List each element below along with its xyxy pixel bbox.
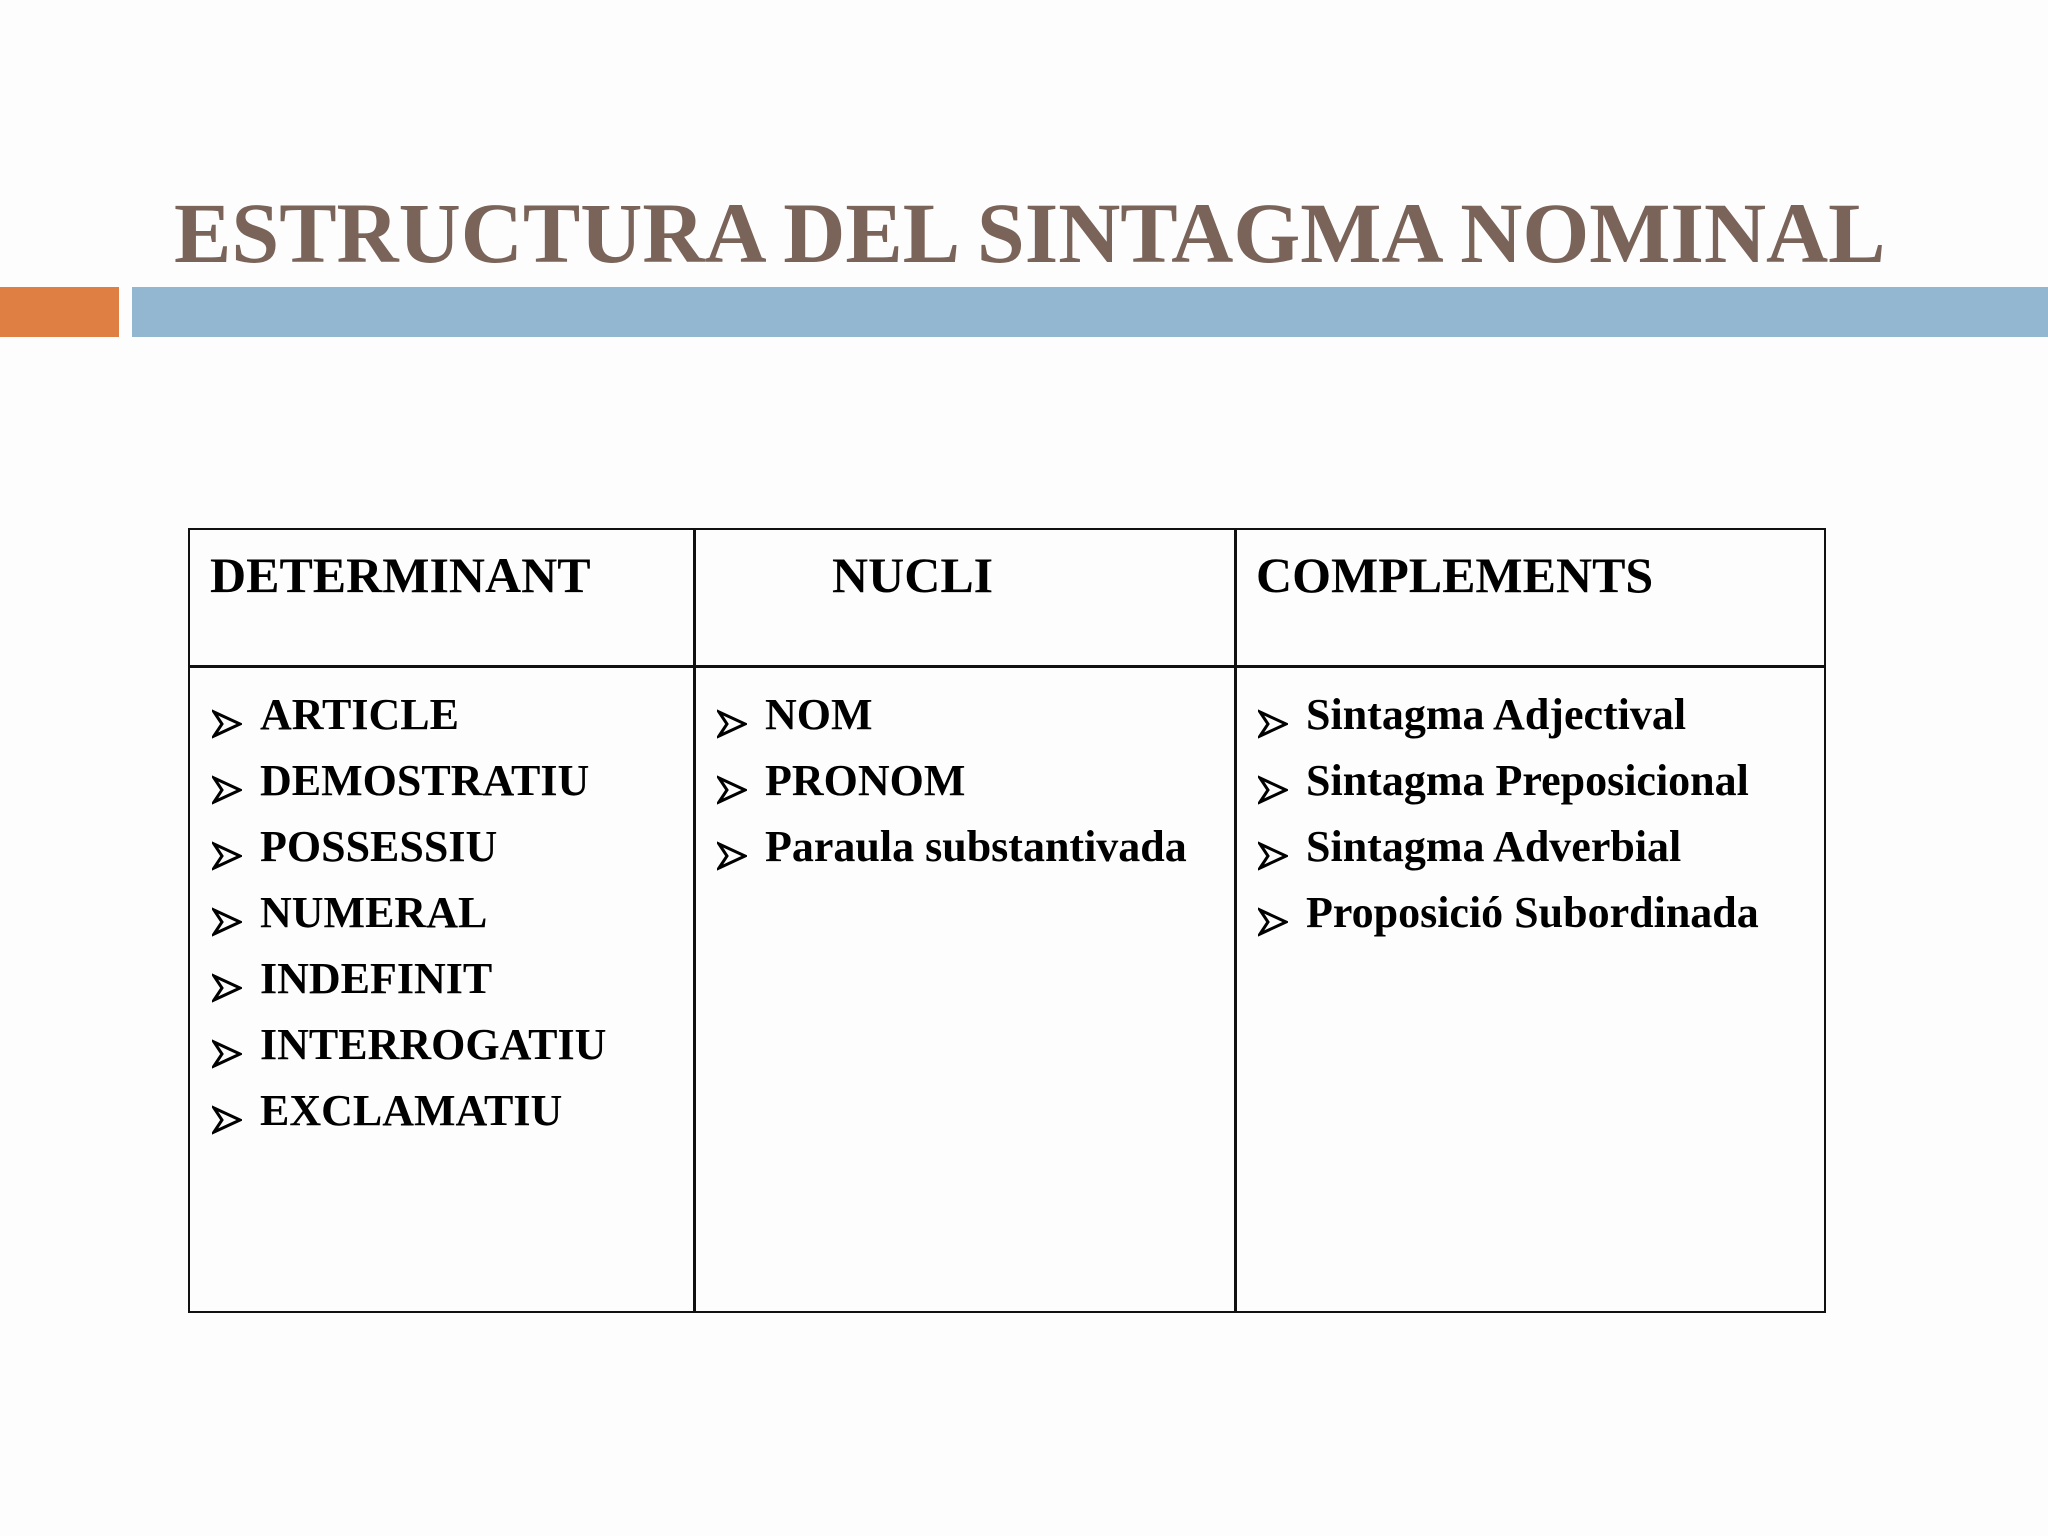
arrowhead-bullet-icon (1258, 831, 1288, 861)
arrowhead-bullet-icon (717, 831, 747, 861)
column-divider (693, 530, 696, 1311)
title-accent-bar (0, 287, 119, 337)
arrowhead-bullet-icon (212, 1095, 242, 1125)
list-item-label: ARTICLE (260, 689, 459, 739)
list-item-label: Sintagma Adverbial (1306, 821, 1682, 871)
title-underline-bar (132, 287, 2048, 337)
list-item-label: PRONOM (765, 755, 966, 805)
list-item (1258, 747, 1759, 813)
list-item-label: INDEFINIT (260, 953, 493, 1003)
list-item (1258, 813, 1759, 879)
list-item-label: EXCLAMATIU (260, 1085, 563, 1135)
list-item (212, 879, 606, 945)
list-item-label: Proposició Subordinada (1306, 887, 1759, 937)
list-item (717, 681, 1187, 747)
structure-table (188, 528, 1826, 1313)
arrowhead-bullet-icon (1258, 699, 1288, 729)
list-item (212, 813, 606, 879)
list-item-label: Paraula substantivada (765, 821, 1187, 871)
list-item (1258, 681, 1759, 747)
arrowhead-bullet-icon (212, 831, 242, 861)
list-item (717, 813, 1187, 879)
header-nucli: NUCLI (832, 547, 994, 603)
list-item-label: DEMOSTRATIU (260, 755, 590, 805)
list-item-label: NUMERAL (260, 887, 488, 937)
arrowhead-bullet-icon (212, 897, 242, 927)
list-item-label: Sintagma Adjectival (1306, 689, 1687, 739)
arrowhead-bullet-icon (1258, 897, 1288, 927)
header-complements: COMPLEMENTS (1256, 547, 1654, 603)
header-determinant: DETERMINANT (210, 547, 591, 603)
nucli-list (717, 681, 1187, 879)
list-item (212, 747, 606, 813)
arrowhead-bullet-icon (212, 963, 242, 993)
list-item (212, 945, 606, 1011)
arrowhead-bullet-icon (212, 765, 242, 795)
list-item (212, 681, 606, 747)
arrowhead-bullet-icon (1258, 765, 1288, 795)
arrowhead-bullet-icon (212, 699, 242, 729)
slide-title: ESTRUCTURA DEL SINTAGMA NOMINAL (174, 185, 1886, 281)
list-item-label: POSSESSIU (260, 821, 498, 871)
list-item (717, 747, 1187, 813)
arrowhead-bullet-icon (717, 765, 747, 795)
list-item (212, 1077, 606, 1143)
list-item-label: Sintagma Preposicional (1306, 755, 1749, 805)
column-divider (1234, 530, 1237, 1311)
arrowhead-bullet-icon (717, 699, 747, 729)
complements-list (1258, 681, 1759, 945)
header-divider (190, 665, 1824, 668)
arrowhead-bullet-icon (212, 1029, 242, 1059)
list-item (1258, 879, 1759, 945)
list-item-label: INTERROGATIU (260, 1019, 607, 1069)
list-item-label: NOM (765, 689, 873, 739)
determinant-list (212, 681, 606, 1143)
list-item (212, 1011, 606, 1077)
